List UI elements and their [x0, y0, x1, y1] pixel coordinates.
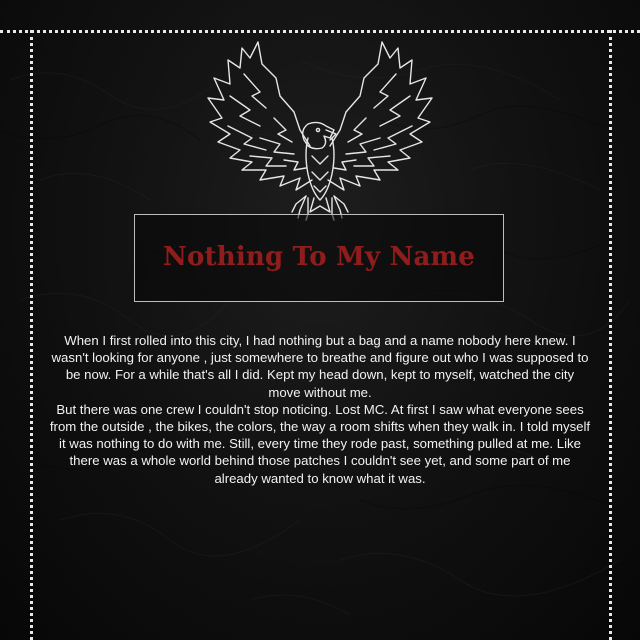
stitch-border-right	[609, 30, 612, 640]
stitch-border-left	[30, 30, 33, 640]
stitch-border-top	[0, 30, 640, 33]
story-paragraph-2: But there was one crew I couldn't stop noticing. Lost MC. At first I saw what everyone sees from the outside , the bikes, the colors, the way a room shifts when they walk in. I told myself it was nothing to do with me. Still, every time they rode past, something pulled at me. Like there was a whole world behind those patches I couldn't see yet, and some part of me already wanted to know what it was.	[49, 401, 591, 486]
title-box	[134, 214, 504, 302]
eagle-emblem-icon	[200, 34, 440, 224]
story-text	[48, 332, 592, 487]
page-title: Nothing To My Name	[163, 242, 475, 272]
story-paragraph-1: When I first rolled into this city, I had nothing but a bag and a name nobody here knew. I wasn't looking for anyone , just somewhere to breathe and figure out who I was supposed to be now. For a while that's all I did. Kept my head down, kept to myself, watched the city move without me.	[51, 333, 589, 400]
